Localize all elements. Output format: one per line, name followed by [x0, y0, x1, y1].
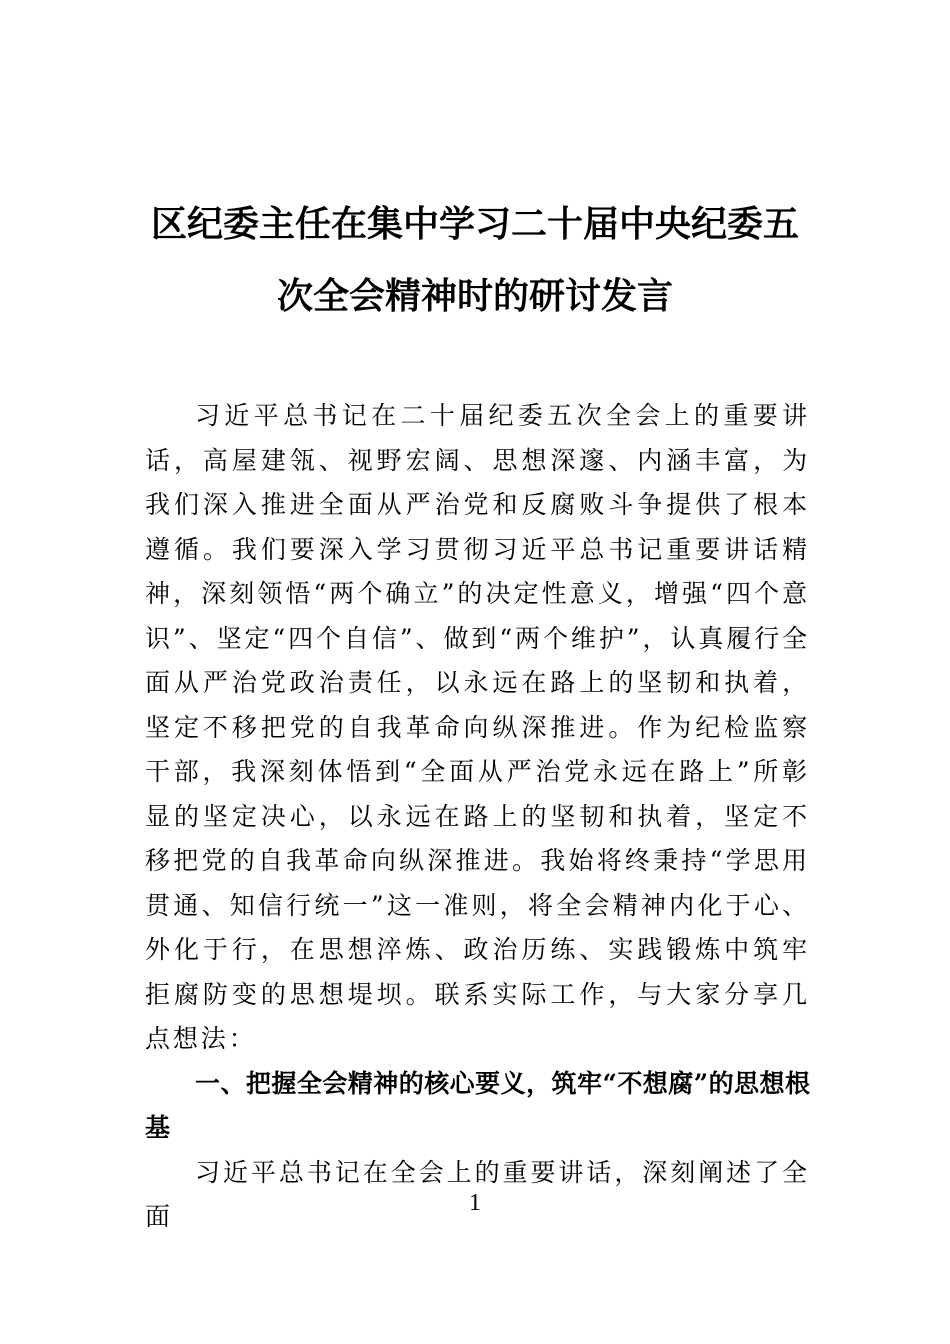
title-line-1: 区纪委主任在集中学习二十届中央纪委五: [150, 203, 799, 245]
body-paragraph-1: 习近平总书记在二十届纪委五次全会上的重要讲话，高屋建瓴、视野宏阔、思想深邃、内涵丰富，为我们深入推进全面从严治党和反腐败斗争提供了根本遵循。我们要深入学习贯彻习近平总书记重要讲话精神，深刻领悟“两个确立”的决定性意义，增强“四个意识”、坚定“四个自信”、做到“两个维护”，认真履行全面从严治党政治责任，以永远在路上的坚韧和执着，坚定不移把党的自我革命向纵深推进。作为纪检监察干部，我深刻体悟到“全面从严治党永远在路上”所彰显的坚定决心，以永远在路上的坚韧和执着，坚定不移把党的自我革命向纵深推进。我始将终秉持“学思用贯通、知信行统一”这一准则，将全会精神内化于心、外化于行，在思想淬炼、政治历练、实践锻炼中筑牢拒腐防变的思想堤坝。联系实际工作，与大家分享几点想法：: [145, 401, 810, 1053]
page-number: 1: [469, 1190, 481, 1216]
body-paragraph-2: 习近平总书记在全会上的重要讲话，深刻阐述了全面: [145, 1157, 810, 1231]
document-body: [145, 394, 810, 1240]
document-title: [120, 188, 830, 332]
section-heading-1: 一、把握全会精神的核心要义，筑牢“不想腐”的思想根基: [145, 1068, 810, 1142]
title-line-2: 次全会精神时的研讨发言: [276, 275, 673, 317]
